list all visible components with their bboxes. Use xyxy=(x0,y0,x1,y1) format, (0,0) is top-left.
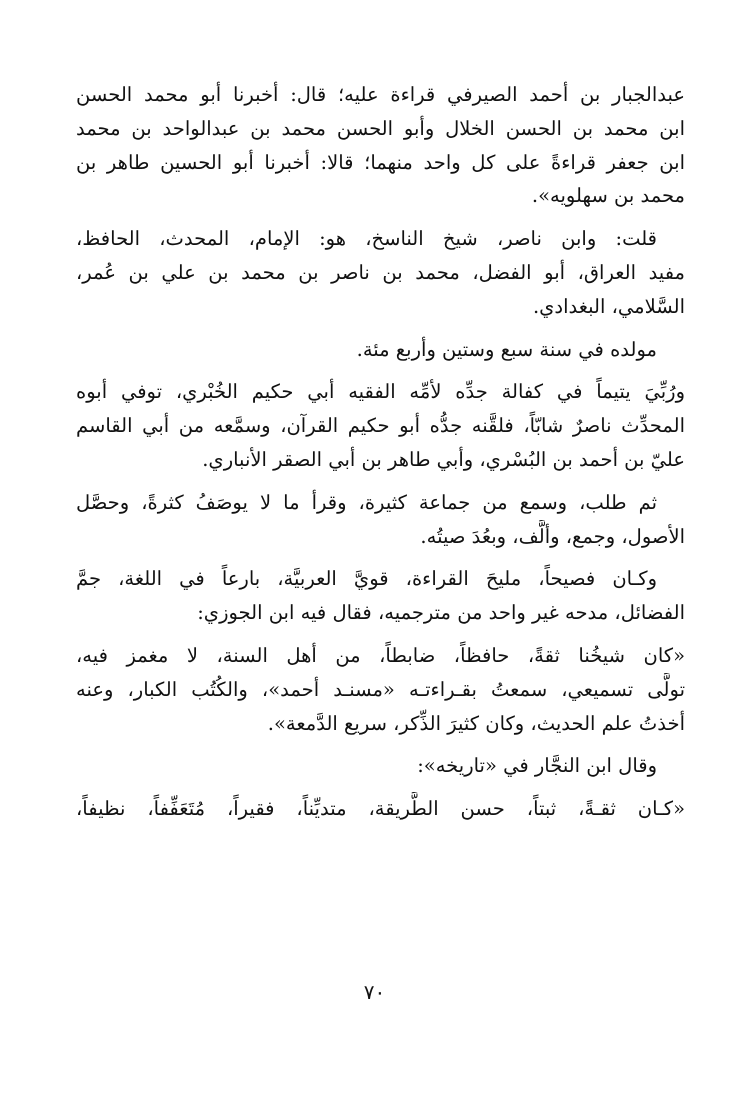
text-line: مفيد العراق، أبو الفضل، محمد بن ناصر بن محمد بن علي بن عُمر، xyxy=(76,260,685,284)
text-line: مولده في سنة سبع وستين وأربع مئة. xyxy=(356,337,657,361)
paragraph-upbringing xyxy=(76,375,685,476)
text-line: ابن جعفر قراءةً على كل واحد منهما؛ قالا: أخبرنا أبو الحسين طاهر بن xyxy=(76,150,685,174)
text-line: الفضائل، مدحه غير واحد من مترجميه، فقال فيه ابن الجوزي: xyxy=(197,601,685,625)
page-number: ٧٠ xyxy=(363,980,386,1004)
text-line: عبدالجبار بن أحمد الصيرفي قراءة عليه؛ قال: أخبرنا أبو محمد الحسن xyxy=(76,83,685,106)
text-line: ابن محمد بن الحسن الخلال وأبو الحسن محمد بن عبدالواحد بن محمد xyxy=(76,116,685,140)
text-line: السَّلامي، البغدادي. xyxy=(532,294,685,318)
text-line: «كـان ثقـةً، ثبتاً، حسن الطَّريقة، متديِّناً، فقيراً، مُتَعَفِّفاً، نظيفاً، xyxy=(76,797,685,821)
paragraph-ibn-najjar-intro xyxy=(76,749,685,783)
text-line: أخذتُ علم الحديث، وكان كثيرَ الذِّكر، سريع الدَّمعة». xyxy=(267,711,685,735)
paragraph-praise xyxy=(76,562,685,630)
paragraph-birth xyxy=(76,333,685,367)
paragraph-ibn-jawzi-quote xyxy=(76,639,685,740)
paragraph-study xyxy=(76,486,685,554)
text-line: الأصول، وجمع، وألَّف، وبعُدَ صيتُه. xyxy=(420,524,685,548)
paragraph-isnad xyxy=(76,78,685,213)
text-line: تولَّى تسميعي، سمعتُ بقـراءتـه «مسنـد أحمد»، والكُتُب الكبار، وعنه xyxy=(76,677,685,701)
text-line: ثم طلب، وسمع من جماعة كثيرة، وقرأ ما لا يوصَفُ كثرةً، وحصَّل xyxy=(76,490,657,514)
text-line: وكـان فصيحاً، مليحَ القراءة، قويَّ العربيَّة، بارعاً في اللغة، جمَّ xyxy=(76,567,657,591)
text-line: قلت: وابن ناصر، شيخ الناسخ، هو: الإمام، المحدث، الحافظ، xyxy=(76,227,657,251)
text-line: محمد بن سهلويه». xyxy=(531,184,685,208)
text-line: وقال ابن النجَّار في «تاريخه»: xyxy=(417,754,657,778)
paragraph-ibn-nasir-intro xyxy=(76,222,685,323)
text-line: ورُبِّيَ يتيماً في كفالة جدِّه لأمِّه الفقيه أبي حكيم الخُبْري، توفي أبوه xyxy=(76,380,685,404)
text-line: «كان شيخُنا ثقةً، حافظاً، ضابطاً، من أهل السنة، لا مغمز فيه، xyxy=(76,643,685,667)
text-line: المحدِّث ناصرٌ شابّاً، فلقَّنه جدُّه أبو حكيم القرآن، وسمَّعه من أبي القاسم xyxy=(76,414,685,438)
paragraph-ibn-najjar-quote xyxy=(76,792,685,826)
text-line: عليّ بن أحمد بن البُسْري، وأبي طاهر بن أبي الصقر الأنباري. xyxy=(202,447,685,471)
